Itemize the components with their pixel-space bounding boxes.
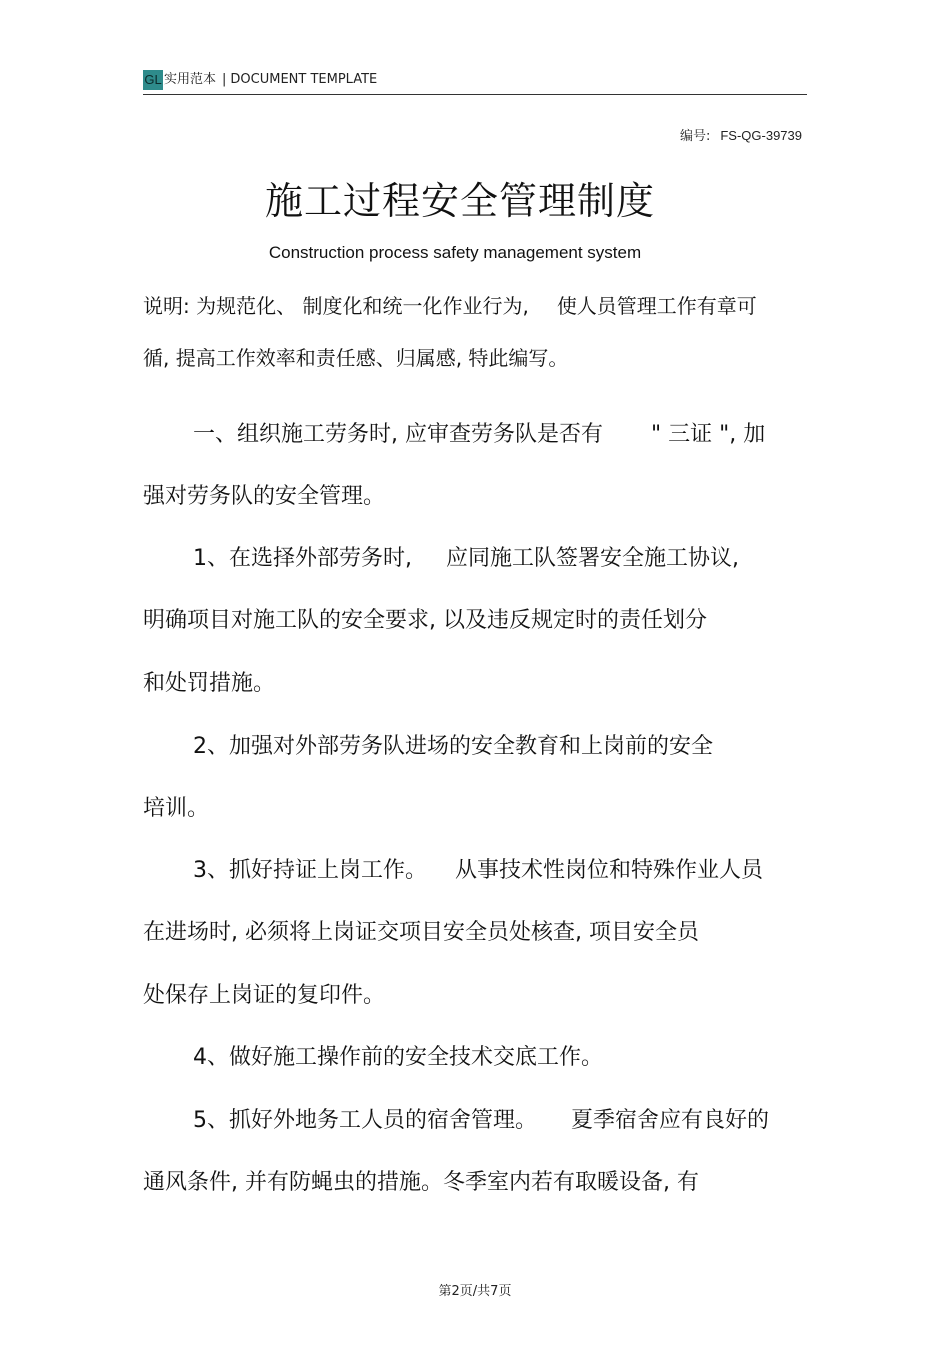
section-1-line-3: 和处罚措施。: [143, 671, 276, 696]
section-1-line-1b: 应同施工队签署安全施工协议,: [446, 546, 739, 571]
document-number-value: FS-QG-39739: [720, 128, 802, 143]
page-header: [143, 70, 807, 95]
document-title: 施工过程安全管理制度: [264, 179, 655, 223]
document-number: [680, 125, 802, 144]
section-3-line-3: 处保存上岗证的复印件。: [143, 983, 386, 1008]
document-number-label: 编号:: [679, 129, 711, 144]
section-4-line-1: 4、做好施工操作前的安全技术交底工作。: [193, 1045, 603, 1070]
section-5-line-1a: 5、抓好外地务工人员的宿舍管理。: [193, 1108, 537, 1133]
section-3-line-1a: 3、抓好持证上岗工作。: [193, 858, 427, 883]
header-label-cn: 实用范本: [164, 72, 217, 87]
header-label: [164, 70, 377, 90]
section-0-line-1: [193, 417, 765, 448]
header-separator: |: [222, 72, 227, 87]
section-0-line-1a: 一、组织施工劳务时, 应审查劳务队是否有: [193, 422, 603, 447]
section-1-line-2: 明确项目对施工队的安全要求, 以及违反规定时的责任划分: [143, 608, 707, 633]
page-footer: 第2页/共7页: [438, 1284, 512, 1299]
section-5-line-1b: 夏季宿舍应有良好的: [571, 1108, 770, 1133]
section-3-line-1b: 从事技术性岗位和特殊作业人员: [455, 858, 764, 883]
section-0-line-1b: " 三证 ", 加: [651, 422, 766, 447]
section-2-line-1: 2、加强对外部劳务队进场的安全教育和上岗前的安全: [193, 734, 713, 759]
header-template-label: DOCUMENT TEMPLATE: [230, 72, 378, 87]
description-line-2: 循, 提高工作效率和责任感、归属感, 特此编写。: [143, 346, 569, 370]
section-5-line-1: [193, 1103, 769, 1134]
section-5-line-2: 通风条件, 并有防蝇虫的措施。冬季室内若有取暖设备, 有: [143, 1170, 699, 1195]
section-1-line-1: [193, 541, 739, 572]
gl-logo: GL: [143, 70, 163, 90]
section-3-line-1: [193, 853, 763, 884]
section-2-line-2: 培训。: [143, 796, 210, 821]
section-3-line-2: 在进场时, 必须将上岗证交项目安全员处核查, 项目安全员: [143, 920, 699, 945]
section-0-line-2: 强对劳务队的安全管理。: [143, 484, 386, 509]
document-subtitle: Construction process safety management system: [268, 243, 642, 262]
description-line-1: [143, 290, 757, 319]
description-line-1a: 说明: 为规范化、 制度化和统一化作业行为,: [143, 294, 529, 318]
description-line-1b: 使人员管理工作有章可: [556, 294, 757, 318]
section-1-line-1a: 1、在选择外部劳务时,: [193, 546, 412, 571]
